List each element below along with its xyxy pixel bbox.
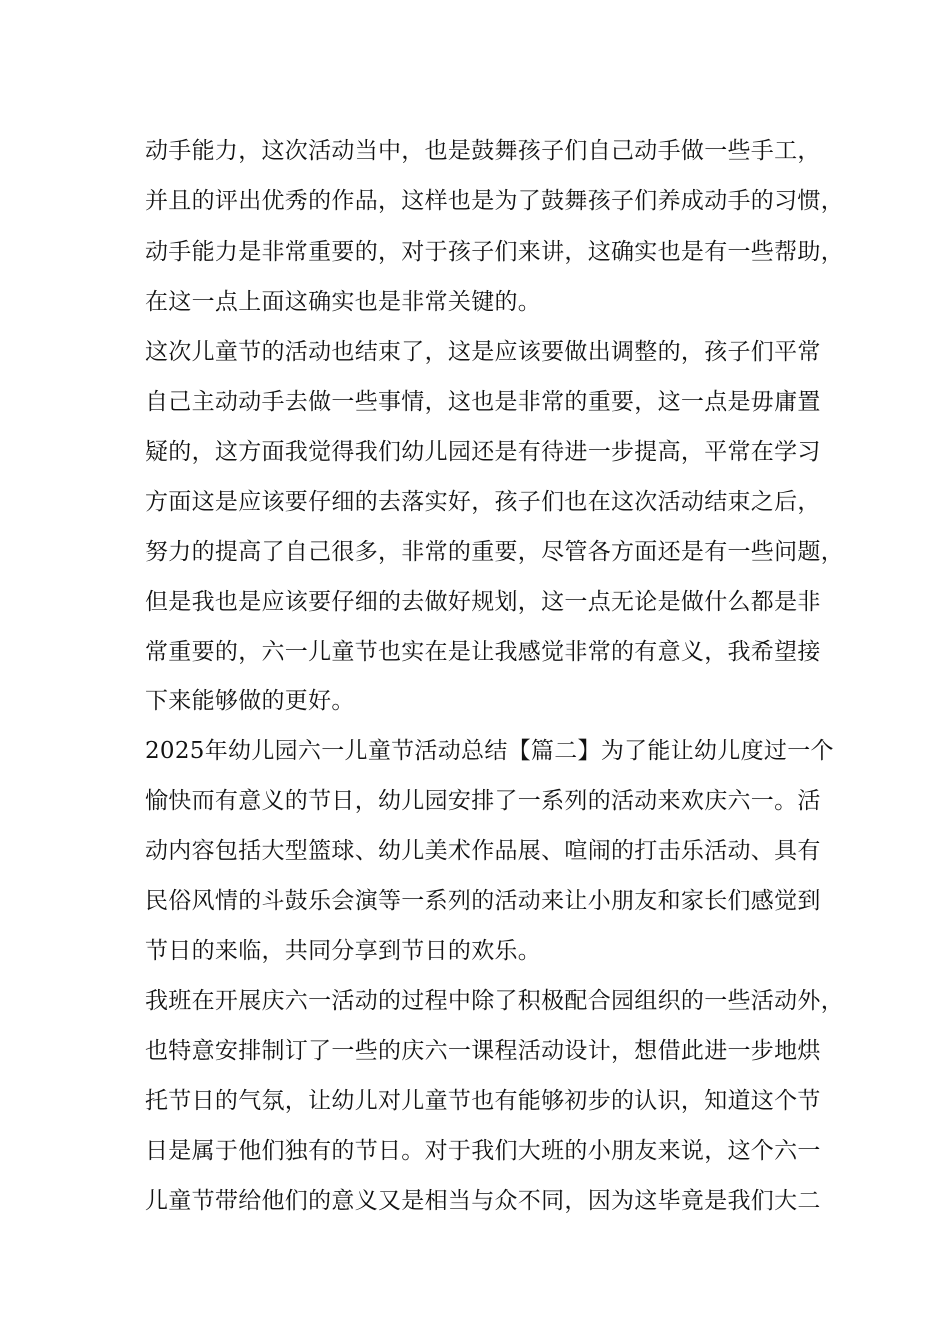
text-line: 自己主动动手去做一些事情，这也是非常的重要，这一点是毋庸置 — [145, 389, 821, 415]
text-line: 愉快而有意义的节日，幼儿园安排了一系列的活动来欢庆六一。活 — [145, 788, 821, 814]
text-line: 这次儿童节的活动也结束了，这是应该要做出调整的，孩子们平常 — [145, 339, 821, 365]
text-line: 疑的，这方面我觉得我们幼儿园还是有待进一步提高，平常在学习 — [145, 439, 821, 465]
text-line: 并且的评出优秀的作品，这样也是为了鼓舞孩子们养成动手的习惯， — [145, 188, 844, 214]
text-line: 动手能力，这次活动当中，也是鼓舞孩子们自己动手做一些手工， — [145, 138, 821, 164]
text-line: 日是属于他们独有的节日。对于我们大班的小朋友来说，这个六一 — [145, 1138, 821, 1164]
text-line: 2025年幼儿园六一儿童节活动总结【篇二】为了能让幼儿度过一个 — [145, 738, 834, 764]
text-line: 民俗风情的斗鼓乐会演等一系列的活动来让小朋友和家长们感觉到 — [145, 888, 821, 914]
text-line: 托节日的气氛，让幼儿对儿童节也有能够初步的认识，知道这个节 — [145, 1088, 821, 1114]
text-line: 动内容包括大型篮球、幼儿美术作品展、喧闹的打击乐活动、具有 — [145, 838, 821, 864]
text-line: 但是我也是应该要仔细的去做好规划，这一点无论是做什么都是非 — [145, 589, 821, 615]
text-line: 下来能够做的更好。 — [145, 688, 355, 714]
text-line: 常重要的，六一儿童节也实在是让我感觉非常的有意义，我希望接 — [145, 639, 821, 665]
text-line: 也特意安排制订了一些的庆六一课程活动设计，想借此进一步地烘 — [145, 1038, 821, 1064]
text-line: 动手能力是非常重要的，对于孩子们来讲，这确实也是有一些帮助， — [145, 239, 844, 265]
text-line: 方面这是应该要仔细的去落实好，孩子们也在这次活动结束之后， — [145, 489, 821, 515]
text-line: 我班在开展庆六一活动的过程中除了积极配合园组织的一些活动外， — [145, 988, 844, 1014]
text-line: 努力的提高了自己很多，非常的重要，尽管各方面还是有一些问题， — [145, 539, 844, 565]
text-line: 节日的来临，共同分享到节日的欢乐。 — [145, 938, 542, 964]
text-line: 在这一点上面这确实也是非常关键的。 — [145, 289, 542, 315]
text-line: 儿童节带给他们的意义又是相当与众不同，因为这毕竟是我们大二 — [145, 1188, 821, 1214]
